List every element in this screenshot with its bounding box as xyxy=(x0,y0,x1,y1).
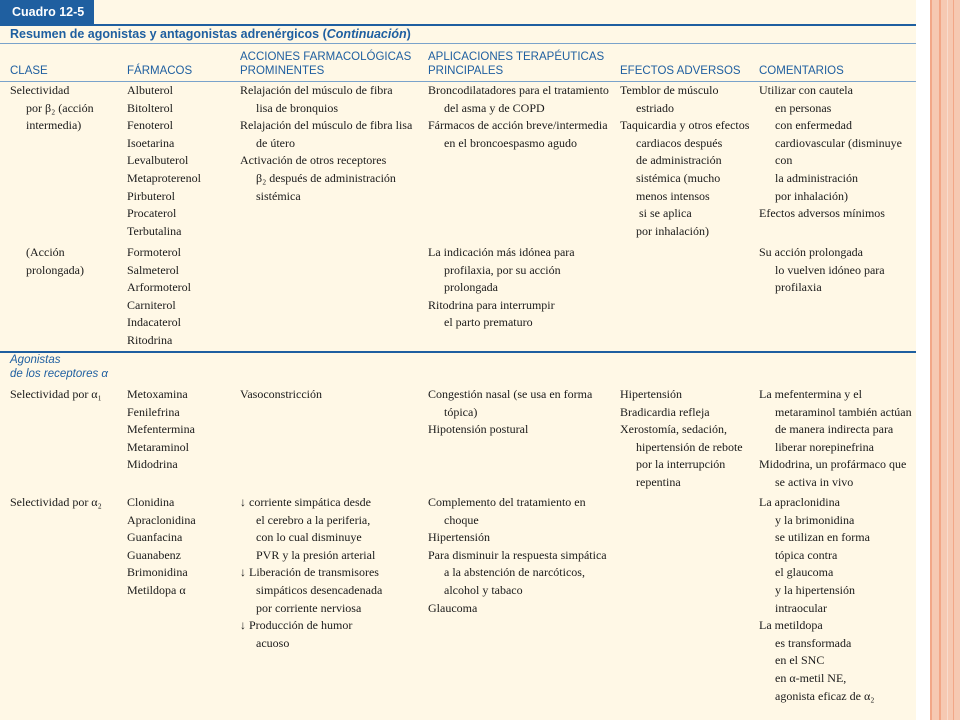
action-line: Relajación del músculo de fibra lisa xyxy=(240,118,413,133)
comment-line: se utilizan en forma xyxy=(775,530,870,545)
section-label-alpha xyxy=(10,353,108,381)
comment-line: profilaxia xyxy=(775,280,822,295)
comment-line: se activa in vivo xyxy=(775,474,854,489)
row-beta2-aplicaciones xyxy=(428,82,609,152)
adverse-effect-line: por inhalación) xyxy=(636,223,709,238)
comment-line: es transformada xyxy=(775,635,852,650)
comment-line: y la brimonidina xyxy=(775,512,855,527)
comment-line: La metildopa xyxy=(759,618,823,633)
margin-line xyxy=(930,0,932,720)
margin-line xyxy=(939,0,941,720)
clase-line: (Acción xyxy=(26,245,65,259)
row-alpha2-farmacos xyxy=(127,494,196,600)
application-line: Hipotensión postural xyxy=(428,422,529,437)
action-line: lisa de bronquios xyxy=(256,100,338,115)
adverse-effect-line: si se aplica xyxy=(639,206,692,221)
page-side-margin xyxy=(930,0,960,720)
clase-line: Selectividad por α₂ xyxy=(10,495,102,509)
column-header-aplicaciones xyxy=(428,50,604,78)
column-header-efectos: EFECTOS ADVERSOS xyxy=(620,65,741,77)
comment-line: en el SNC xyxy=(775,653,825,668)
comment-line: con enfermedad xyxy=(775,118,852,133)
comment-line: cardiovascular (disminuye xyxy=(775,135,902,150)
drug-name: Arformoterol xyxy=(127,280,191,295)
application-line: Congestión nasal (se usa en forma xyxy=(428,387,593,401)
application-line: Ritodrina para interrumpir xyxy=(428,297,555,312)
clase-line: Selectividad por α₁ xyxy=(10,387,102,401)
row-alpha2-aplicaciones xyxy=(428,494,607,617)
drug-name: Bitolterol xyxy=(127,100,173,115)
comment-line: tópica contra xyxy=(775,547,838,562)
margin-line xyxy=(947,0,948,720)
adverse-effect-line: por la interrupción xyxy=(636,457,726,472)
adverse-effect-line: cardiacos después xyxy=(636,135,723,150)
comment-line: Efectos adversos mínimos xyxy=(759,206,885,221)
comment-line: intraocular xyxy=(775,600,827,615)
comment-line: el glaucoma xyxy=(775,565,834,580)
row-beta2-long-aplicaciones xyxy=(428,244,575,332)
column-header-acciones xyxy=(240,50,411,78)
action-line: con lo cual disminuye xyxy=(256,530,362,545)
action-line: ↓ Liberación de transmisores xyxy=(240,565,379,580)
clase-line: prolongada) xyxy=(26,262,84,277)
row-beta2-long-farmacos xyxy=(127,244,191,350)
comment-line: y la hipertensión xyxy=(775,582,855,597)
action-line: Relajación del músculo de fibra xyxy=(240,83,393,97)
row-beta2-long-clase xyxy=(26,244,84,279)
application-line: del asma y de COPD xyxy=(444,100,545,115)
adverse-effect-line: de administración xyxy=(636,153,722,168)
column-header-aplicaciones-line1: APLICACIONES TERAPÉUTICAS xyxy=(428,51,605,63)
drug-name: Carniterol xyxy=(127,297,176,312)
title-main: Resumen de agonistas y antagonistas adrenérgicos ( xyxy=(10,27,327,41)
clase-line: por β₂ (acción xyxy=(26,100,94,115)
action-line: PVR y la presión arterial xyxy=(256,547,376,562)
row-alpha1-farmacos xyxy=(127,386,195,474)
drug-name: Ritodrina xyxy=(127,332,173,347)
clase-line: Selectividad xyxy=(10,83,70,97)
drug-name: Metaproterenol xyxy=(127,170,201,185)
title-continuation: Continuación xyxy=(326,27,407,41)
adverse-effect-line: sistémica (mucho xyxy=(636,170,721,185)
table-title xyxy=(10,27,411,41)
action-line: el cerebro a la periferia, xyxy=(256,512,371,527)
section-rule xyxy=(0,351,916,353)
application-line: tópica) xyxy=(444,404,478,419)
title-rule xyxy=(0,43,916,44)
application-line: el parto prematuro xyxy=(444,315,533,330)
application-line: a la abstención de narcóticos, xyxy=(444,565,585,580)
drug-name: Clonidina xyxy=(127,495,175,509)
row-beta2-acciones xyxy=(240,82,412,205)
row-alpha1-efectos xyxy=(620,386,743,492)
comment-line: metaraminol también actúan xyxy=(775,404,912,419)
application-line: Fármacos de acción breve/intermedia xyxy=(428,118,608,133)
action-line: Vasoconstricción xyxy=(240,387,322,401)
drug-name: Terbutalina xyxy=(127,223,182,238)
drug-name: Metildopa α xyxy=(127,582,186,597)
adverse-effect-line: repentina xyxy=(636,474,681,489)
drug-name: Indacaterol xyxy=(127,315,181,330)
comment-line: agonista eficaz de α₂ xyxy=(775,688,875,703)
drug-name: Formoterol xyxy=(127,245,181,259)
drug-name: Procaterol xyxy=(127,206,177,221)
top-rule xyxy=(0,24,916,26)
adverse-effect-line: estriado xyxy=(636,100,674,115)
application-line: Broncodilatadores para el tratamiento xyxy=(428,83,609,97)
comment-line: liberar norepinefrina xyxy=(775,439,874,454)
application-line: choque xyxy=(444,512,479,527)
drug-name: Isoetarina xyxy=(127,135,175,150)
title-close: ) xyxy=(406,27,411,41)
application-line: Hipertensión xyxy=(428,530,490,545)
comment-line: lo vuelven idóneo para xyxy=(775,262,885,277)
drug-name: Metoxamina xyxy=(127,387,188,401)
section-label-line2: de los receptores α xyxy=(10,368,108,380)
adverse-effect-line: Hipertensión xyxy=(620,387,682,401)
comment-line: con xyxy=(775,153,793,168)
row-alpha1-comentarios xyxy=(759,386,912,492)
row-alpha2-comentarios xyxy=(759,494,874,705)
drug-name: Levalbuterol xyxy=(127,153,189,168)
row-alpha1-clase xyxy=(10,386,102,404)
comment-line: por inhalación) xyxy=(775,188,848,203)
action-line: simpáticos desencadenada xyxy=(256,582,383,597)
adverse-effect-line: Xerostomía, sedación, xyxy=(620,422,727,437)
adverse-effect-line: Taquicardia y otros efectos xyxy=(620,118,750,133)
action-line: ↓ Producción de humor xyxy=(240,618,353,633)
row-beta2-efectos xyxy=(620,82,749,240)
row-beta2-farmacos xyxy=(127,82,201,240)
comment-line: la administración xyxy=(775,170,858,185)
column-header-farmacos: FÁRMACOS xyxy=(127,65,193,77)
drug-name: Albuterol xyxy=(127,83,173,97)
action-line: ↓ corriente simpática desde xyxy=(240,495,371,509)
row-alpha1-aplicaciones xyxy=(428,386,592,439)
comment-line: Utilizar con cautela xyxy=(759,83,853,97)
column-header-acciones-line2: PROMINENTES xyxy=(240,65,325,77)
drug-name: Apraclonidina xyxy=(127,512,196,527)
section-label-line1: Agonistas xyxy=(10,354,61,366)
application-line: alcohol y tabaco xyxy=(444,582,523,597)
adverse-effect-line: Temblor de músculo xyxy=(620,83,719,97)
comment-line: en α-metil NE, xyxy=(775,670,847,685)
column-header-acciones-line1: ACCIONES FARMACOLÓGICAS xyxy=(240,51,412,63)
drug-name: Pirbuterol xyxy=(127,188,175,203)
row-beta2-long-comentarios xyxy=(759,244,885,297)
column-header-clase: CLASE xyxy=(10,65,48,77)
drug-name: Mefentermina xyxy=(127,422,195,437)
column-header-aplicaciones-line2: PRINCIPALES xyxy=(428,65,504,77)
drug-name: Brimonidina xyxy=(127,565,188,580)
drug-name: Fenilefrina xyxy=(127,404,180,419)
row-beta2-comentarios xyxy=(759,82,902,223)
comment-line: La apraclonidina xyxy=(759,495,840,509)
row-alpha2-clase xyxy=(10,494,102,512)
comment-line: Su acción prolongada xyxy=(759,245,863,259)
comment-line: Midodrina, un profármaco que xyxy=(759,457,907,472)
clase-line: intermedia) xyxy=(26,118,82,133)
application-line: Glaucoma xyxy=(428,600,478,615)
comment-line: en personas xyxy=(775,100,832,115)
row-alpha2-acciones xyxy=(240,494,382,652)
application-line: en el broncoespasmo agudo xyxy=(444,135,577,150)
drug-name: Guanfacina xyxy=(127,530,183,545)
table-number-tab: Cuadro 12-5 xyxy=(0,0,94,24)
adverse-effect-line: Bradicardia refleja xyxy=(620,404,710,419)
drug-name: Midodrina xyxy=(127,457,178,472)
action-line: Activación de otros receptores xyxy=(240,153,387,168)
application-line: Para disminuir la respuesta simpática xyxy=(428,547,607,562)
action-line: de útero xyxy=(256,135,295,150)
application-line: Complemento del tratamiento en xyxy=(428,495,586,509)
drug-name: Guanabenz xyxy=(127,547,181,562)
drug-name: Metaraminol xyxy=(127,439,189,454)
application-line: profilaxia, por su acción xyxy=(444,262,561,277)
drug-name: Fenoterol xyxy=(127,118,173,133)
application-line: prolongada xyxy=(444,280,498,295)
row-alpha1-acciones xyxy=(240,386,322,404)
column-header-comentarios: COMENTARIOS xyxy=(759,65,844,77)
row-beta2-clase xyxy=(10,82,94,135)
action-line: β₂ después de administración xyxy=(256,170,396,185)
margin-line xyxy=(953,0,954,720)
comment-line: de manera indirecta para xyxy=(775,422,894,437)
adverse-effect-line: hipertensión de rebote xyxy=(636,439,743,454)
application-line: La indicación más idónea para xyxy=(428,245,575,259)
action-line: por corriente nerviosa xyxy=(256,600,362,615)
comment-line: La mefentermina y el xyxy=(759,387,862,401)
action-line: sistémica xyxy=(256,188,301,203)
drug-name: Salmeterol xyxy=(127,262,179,277)
action-line: acuoso xyxy=(256,635,290,650)
adverse-effect-line: menos intensos xyxy=(636,188,710,203)
